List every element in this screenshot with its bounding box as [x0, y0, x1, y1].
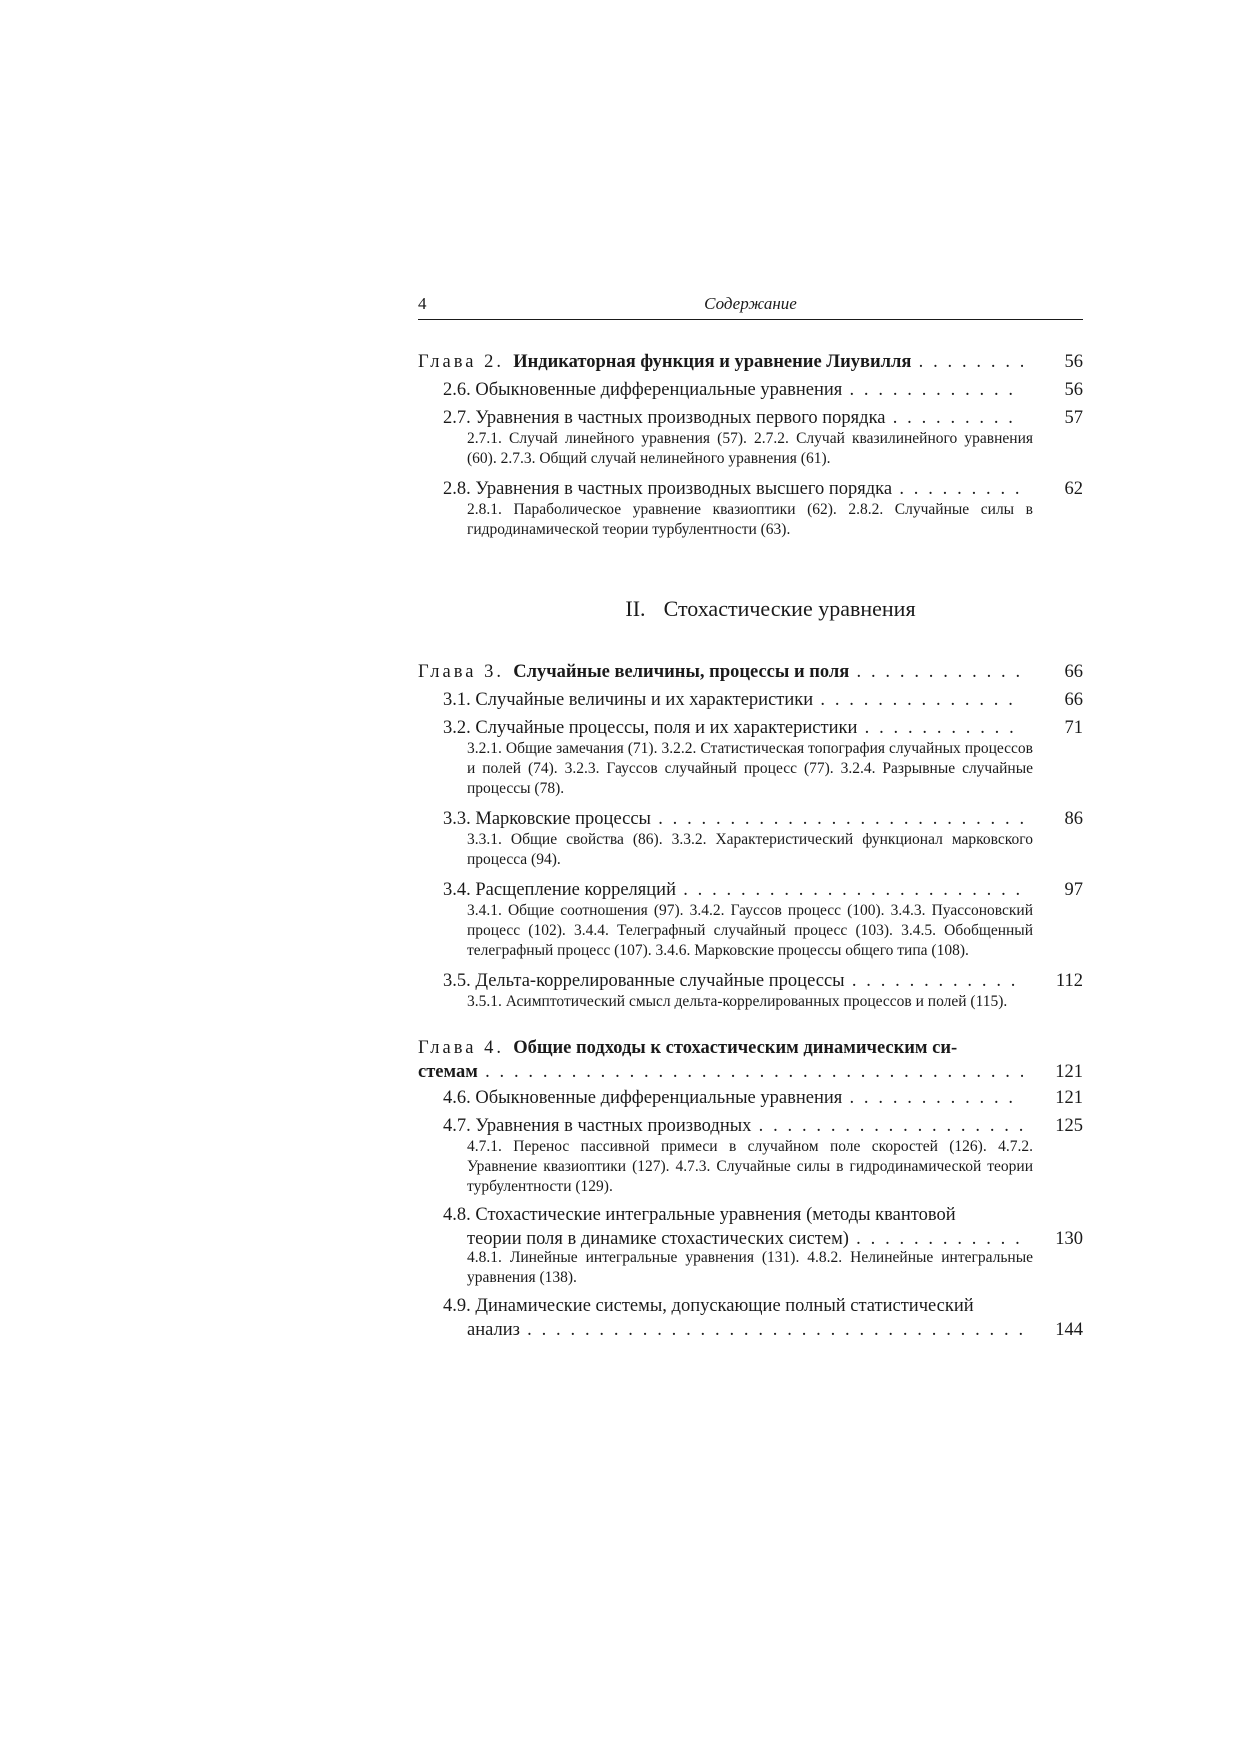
toc-section-4-6[interactable] — [418, 1084, 1083, 1112]
chapter-title: Индикаторная функция и уравнение Лиувилля — [513, 352, 912, 372]
toc-section-3-5[interactable] — [418, 967, 1083, 995]
toc-chapter-4[interactable] — [418, 1036, 1083, 1060]
page-ref: 56 — [1064, 380, 1083, 400]
page-ref: 86 — [1064, 809, 1083, 829]
page-ref: 130 — [1055, 1229, 1083, 1249]
subsection-list: 2.8.1. Параболическое уравнение квазиоптики (62). 2.8.2. Случайные силы в гидродинамической теории турбулентности (63). — [467, 501, 1033, 538]
section-title: 3.5. Дельта-коррелированные случайные процессы — [443, 971, 845, 991]
subsection-list: 4.8.1. Линейные интегральные уравнения (131). 4.8.2. Нелинейные интегральные уравнения (138). — [467, 1249, 1033, 1286]
toc-section-3-1[interactable] — [418, 686, 1083, 714]
page-ref: 66 — [1064, 662, 1083, 682]
toc-section-2-6[interactable] — [418, 376, 1083, 404]
page-ref: 56 — [1064, 352, 1083, 372]
section-title: 2.7. Уравнения в частных производных первого порядка — [443, 408, 886, 428]
page-number: 4 — [418, 294, 427, 313]
page-ref: 97 — [1064, 880, 1083, 900]
toc-chapter-4-cont[interactable] — [418, 1060, 1083, 1084]
page-header — [418, 293, 1083, 320]
subsection-list: 3.5.1. Асимптотический смысл дельта-коррелированных процессов и полей (115). — [467, 993, 1008, 1010]
section-title: 3.4. Расщепление корреляций — [443, 880, 676, 900]
chapter-prefix: Глава 3. — [418, 662, 504, 682]
page-ref: 112 — [1055, 971, 1083, 991]
page-ref: 144 — [1055, 1320, 1083, 1340]
part-title: Стохастические уравнения — [663, 596, 916, 621]
chapter-prefix: Глава 2. — [418, 352, 504, 372]
subsection-list: 2.7.1. Случай линейного уравнения (57). 2.7.2. Случай квазилинейного уравнения (60). 2.7.3. Общий случай нелинейного уравнения (61). — [467, 430, 1033, 467]
toc-section-4-8-cont[interactable] — [418, 1227, 1083, 1251]
section-title: 2.6. Обыкновенные дифференциальные уравнения — [443, 380, 843, 400]
toc-section-3-3[interactable] — [418, 805, 1083, 833]
subsection-list: 4.7.1. Перенос пассивной примеси в случайном поле скоростей (126). 4.7.2. Уравнение квазиоптики (127). 4.7.3. Случайные силы в гидродинамической теории турбулентности (129). — [467, 1138, 1033, 1195]
toc-section-4-7[interactable] — [418, 1112, 1083, 1140]
section-title-line1: 4.8. Стохастические интегральные уравнения (методы квантовой — [443, 1205, 956, 1225]
section-title-line2: теории поля в динамике стохастических систем) — [467, 1229, 849, 1249]
toc-page — [418, 293, 1083, 1342]
chapter-title-line1: Общие подходы к стохастическим динамическим си- — [513, 1038, 958, 1058]
subsection-list: 3.2.1. Общие замечания (71). 3.2.2. Статистическая топография случайных процессов и полей (74). 3.2.3. Гауссов случайный процесс (77). 3.2.4. Разрывные случайные процессы (78). — [467, 740, 1033, 797]
chapter-prefix: Глава 4. — [418, 1038, 504, 1058]
chapter-title: Случайные величины, процессы и поля — [513, 662, 850, 682]
section-title: 2.8. Уравнения в частных производных высшего порядка — [443, 479, 893, 499]
subsection-list: 3.4.1. Общие соотношения (97). 3.4.2. Гауссов процесс (100). 3.4.3. Пуассоновский процесс (102). 3.4.4. Телеграфный случайный процесс (103). 3.4.5. Обобщенный телеграфный процесс (107). 3.4.6. Марковские процессы общего типа (108). — [467, 902, 1033, 959]
page-ref: 121 — [1055, 1062, 1083, 1082]
toc-section-4-9[interactable] — [418, 1294, 1083, 1318]
part-number: II. — [625, 596, 646, 621]
subsection-list: 3.3.1. Общие свойства (86). 3.3.2. Характеристический функционал марковского процесса (94). — [467, 831, 1033, 868]
section-title: 3.1. Случайные величины и их характеристики — [443, 690, 814, 710]
page-ref: 71 — [1064, 718, 1083, 738]
page-ref: 125 — [1055, 1116, 1083, 1136]
section-title: 4.6. Обыкновенные дифференциальные уравнения — [443, 1088, 843, 1108]
part-heading — [418, 596, 1083, 622]
section-title: 4.7. Уравнения в частных производных — [443, 1116, 752, 1136]
running-title: Содержание — [704, 294, 797, 313]
toc-section-3-2[interactable] — [418, 714, 1083, 742]
section-title: 3.2. Случайные процессы, поля и их характеристики — [443, 718, 858, 738]
section-title-line1: 4.9. Динамические системы, допускающие полный статистический — [443, 1296, 974, 1316]
section-title-line2: анализ — [467, 1320, 520, 1340]
chapter-title-line2: стемам — [418, 1062, 478, 1082]
page-ref: 66 — [1064, 690, 1083, 710]
toc-section-2-8[interactable] — [418, 475, 1083, 503]
toc-section-4-9-cont[interactable] — [418, 1318, 1083, 1342]
page-ref: 121 — [1055, 1088, 1083, 1108]
section-title: 3.3. Марковские процессы — [443, 809, 651, 829]
toc-chapter-3[interactable] — [418, 658, 1083, 686]
toc-chapter-2[interactable] — [418, 348, 1083, 376]
toc-section-2-7[interactable] — [418, 404, 1083, 432]
toc-section-4-8[interactable] — [418, 1203, 1083, 1227]
page-ref: 62 — [1064, 479, 1083, 499]
page-ref: 57 — [1064, 408, 1083, 428]
toc-section-3-4[interactable] — [418, 876, 1083, 904]
